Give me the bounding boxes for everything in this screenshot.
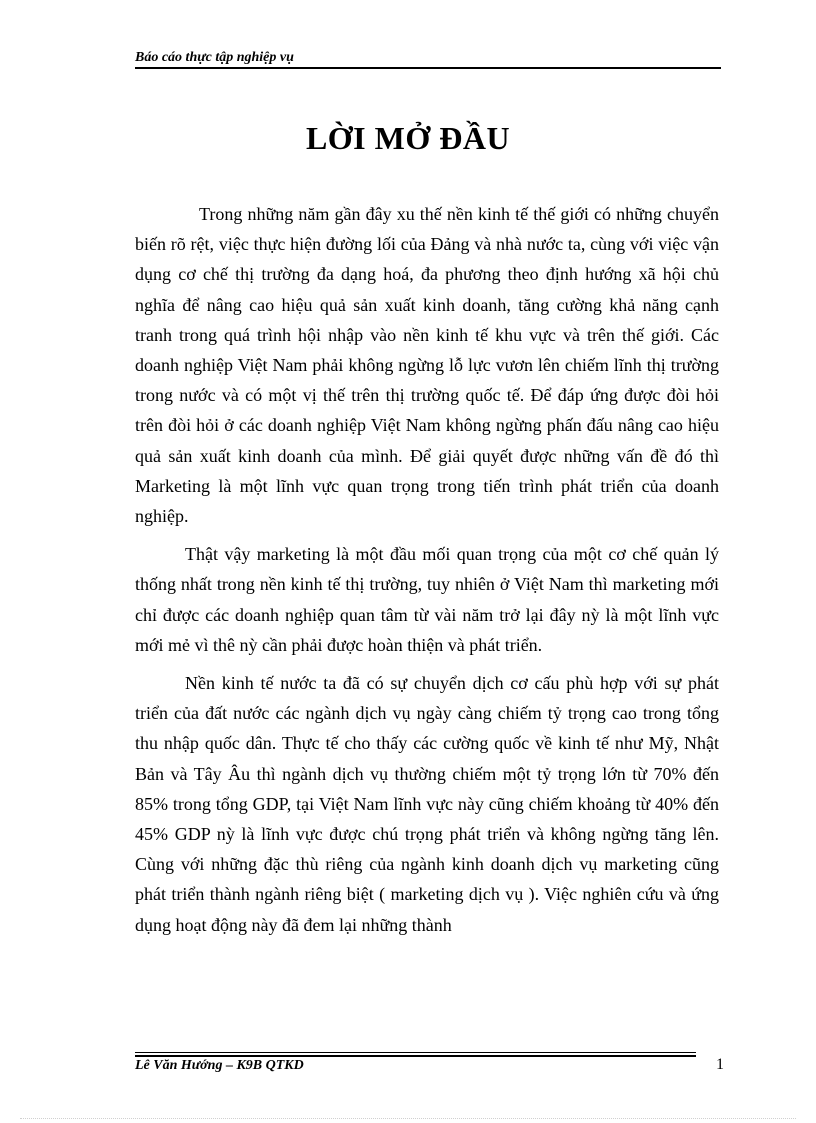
page-number: 1 <box>716 1056 724 1073</box>
footer-rule-thick <box>135 1055 696 1057</box>
paragraph-1: Trong những năm gần đây xu thế nền kinh tế thế giới có những chuyển biến rõ rệt, việc thực hiện đường lối của Đảng và nhà nước ta, cùng với việc vận dụng cơ chế thị trường đa dạng hoá, đa phương theo định hướng xã hội chủ nghĩa để nâng cao hiệu quả sản xuất kinh doanh, tăng cường khả năng cạnh tranh trong quá trình hội nhập vào nền kinh tế khu vực và trên thế giới. Các doanh nghiệp Việt Nam phải không ngừng lỗ lực vươn lên chiếm lĩnh thị trường trong nước và có một vị thế trên thị trường quốc tế. Để đáp ứng được đòi hỏi trên đòi hỏi ở các doanh nghiệp Việt Nam không ngừng phấn đấu nâng cao hiệu quả sản xuất kinh doanh của mình. Để giải quyết được những vấn đề đó thì Marketing là một lĩnh vực quan trọng trong tiến trình phát triển của doanh nghiệp. <box>135 204 719 527</box>
page-title: LỜI MỞ ĐẦU <box>305 120 511 156</box>
footer-rule-thin <box>135 1052 696 1053</box>
footer-author: Lê Văn Hướng – K9B QTKD <box>135 1058 304 1073</box>
paragraph-2: Thật vậy marketing là một đầu mối quan trọng của một cơ chế quản lý thống nhất trong nền kinh tế thị trường, tuy nhiên ở Việt Nam thì marketing mới chỉ được các doanh nghiệp quan tâm từ vài năm trở lại đây nỳ là một lĩnh vực mới mẻ vì thê nỳ cần phải được hoàn thiện và phát triển. <box>135 544 719 655</box>
paragraph-3: Nền kinh tế nước ta đã có sự chuyển dịch cơ cấu phù hợp với sự phát triển của đất nước các ngành dịch vụ ngày càng chiếm tỷ trọng cao trong tổng thu nhập quốc dân. Thực tế cho thấy các cường quốc về kinh tế như Mỹ, Nhật Bản và Tây Âu thì ngành dịch vụ thường chiếm một tỷ trọng lớn từ 70% đến 85% trong tổng GDP, tại Việt Nam lĩnh vực này cũng chiếm khoảng từ 40% đến 45% GDP nỳ là lĩnh vực được chú trọng phát triển và không ngừng tăng lên. Cùng với những đặc thù riêng của ngành kinh doanh dịch vụ marketing cũng phát triển thành ngành riêng biệt ( marketing dịch vụ ). Việc nghiên cứu và ứng dụng hoạt động này đã đem lại những thành <box>135 673 719 935</box>
body-text <box>135 199 719 948</box>
page-bottom-divider <box>20 1118 796 1119</box>
header-rule <box>135 67 721 69</box>
running-header: Báo cáo thực tập nghiệp vụ <box>135 50 294 65</box>
